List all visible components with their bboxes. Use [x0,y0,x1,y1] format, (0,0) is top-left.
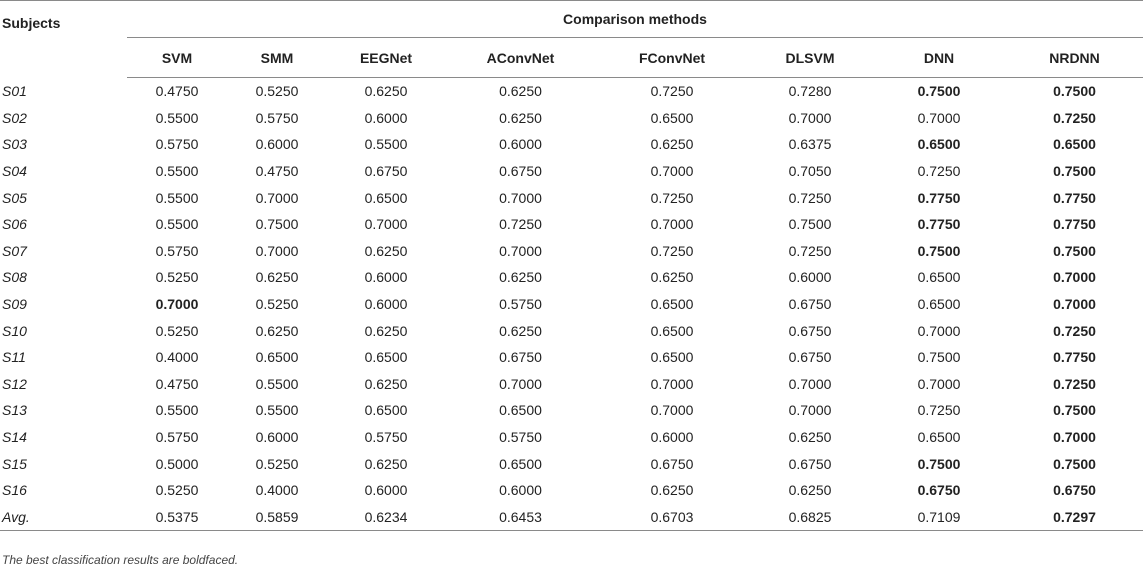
table-cell: 0.5250 [155,269,199,286]
table-cell: 0.7500 [1053,83,1096,100]
table-cell: 0.7500 [788,216,832,233]
table-cell: 0.7250 [650,189,694,206]
table-cell: 0.6750 [788,296,832,313]
method-header-aconvnet: AConvNet [445,38,596,78]
row-subject-label: S15 [2,455,27,472]
table-cell: 0.4750 [155,375,199,392]
table-cell: 0.7109 [872,504,1006,531]
table-cell: 0.5750 [499,429,542,446]
table-cell: 0.7000 [917,375,961,392]
table-cell: 0.7250 [788,189,832,206]
table-cell: 0.6500 [917,296,961,313]
table-cell: 0.7750 [917,189,961,206]
table-cell: 0.6250 [788,482,832,499]
row-subject-label: S07 [2,242,27,259]
table-cell: 0.6375 [788,136,832,153]
table-cell: 0.6000 [788,269,832,286]
method-header-eegnet: EEGNet [327,38,445,78]
table-cell: 0.6500 [364,402,408,419]
table-cell: 0.7500 [1053,455,1096,472]
row-subject-label: S11 [2,349,26,366]
table-cell: 0.6250 [255,322,299,339]
row-subject-label: S13 [2,402,27,419]
table-cell: 0.5750 [155,136,199,153]
table-cell: 0.6500 [650,322,694,339]
table-row [0,131,1143,158]
table-cell: 0.6250 [499,83,542,100]
row-subject-label: S12 [2,375,27,392]
row-subject-label: S04 [2,163,27,180]
table-cell: 0.6000 [255,136,299,153]
table-cell: 0.7250 [1053,322,1096,339]
method-header-smm: SMM [227,38,327,78]
table-cell: 0.7000 [1053,296,1096,313]
table-row [0,158,1143,185]
table-cell: 0.6500 [650,296,694,313]
table-cell: 0.7000 [650,402,694,419]
table-cell: 0.6000 [364,109,408,126]
method-header-nrdnn: NRDNN [1006,38,1143,78]
table-cell: 0.7500 [917,455,961,472]
table-cell: 0.7500 [1053,402,1096,419]
table-cell: 0.6000 [364,482,408,499]
table-cell: 0.7000 [255,242,299,259]
table-cell: 0.7250 [1053,375,1096,392]
table-cell: 0.7000 [917,322,961,339]
row-subject-label: S16 [2,482,27,499]
table-cell: 0.7250 [650,242,694,259]
table-cell: 0.7297 [1006,504,1143,531]
table-cell: 0.7000 [255,189,299,206]
table-cell: 0.6234 [327,504,445,531]
table-cell: 0.7000 [499,189,542,206]
table-cell: 0.5000 [155,455,199,472]
table-cell: 0.6750 [650,455,694,472]
table-cell: 0.6250 [364,322,408,339]
table-cell: 0.5500 [155,109,199,126]
table-cell: 0.5375 [127,504,227,531]
table-cell: 0.6500 [650,109,694,126]
table-cell: 0.6500 [499,455,542,472]
table-cell: 0.7000 [1053,429,1096,446]
table-cell: 0.4750 [155,83,199,100]
table-row [0,291,1143,318]
header-row-group [0,1,1143,38]
table-cell: 0.6750 [917,482,961,499]
table-cell: 0.6500 [917,429,961,446]
table-cell: 0.6500 [650,349,694,366]
table-cell: 0.6825 [748,504,872,531]
row-subject-label: Avg. [0,504,127,531]
table-cell: 0.6500 [499,402,542,419]
header-row-methods [0,38,1143,78]
table-row [0,397,1143,424]
table-cell: 0.6250 [364,455,408,472]
table-cell: 0.6250 [364,83,408,100]
table-cell: 0.5500 [155,216,199,233]
table-cell: 0.7750 [917,216,961,233]
subjects-header: Subjects [2,15,61,31]
table-row [0,504,1143,531]
table-cell: 0.6250 [499,322,542,339]
table-cell: 0.5250 [255,455,299,472]
table-row [0,238,1143,265]
table-cell: 0.6750 [1053,482,1096,499]
table-cell: 0.6453 [445,504,596,531]
table-cell: 0.7500 [255,216,299,233]
table-cell: 0.7000 [788,402,832,419]
table-cell: 0.5500 [255,375,299,392]
method-header-dlsvm: DLSVM [748,38,872,78]
table-cell: 0.7000 [499,242,542,259]
table-cell: 0.6703 [596,504,748,531]
table-footnote: The best classification results are boldfaced. [2,553,239,567]
table-cell: 0.5500 [155,163,199,180]
table-cell: 0.7250 [1053,109,1096,126]
table-cell: 0.6250 [364,242,408,259]
table-cell: 0.6250 [650,269,694,286]
table-cell: 0.7000 [499,375,542,392]
table-cell: 0.6000 [499,482,542,499]
table-cell: 0.7250 [917,163,961,180]
table-cell: 0.7050 [788,163,832,180]
table-row [0,105,1143,132]
method-header-dnn: DNN [872,38,1006,78]
table-cell: 0.6750 [788,349,832,366]
method-header-svm: SVM [127,38,227,78]
table-cell: 0.6250 [499,109,542,126]
table-row [0,424,1143,451]
table-cell: 0.7000 [788,375,832,392]
row-subject-label: S08 [2,269,27,286]
table-cell: 0.7000 [650,216,694,233]
table-cell: 0.5250 [155,322,199,339]
row-subject-label: S02 [2,109,27,126]
table-cell: 0.5250 [155,482,199,499]
row-subject-label: S14 [2,429,27,446]
comparison-methods-header: Comparison methods [127,1,1143,38]
table-cell: 0.6500 [364,349,408,366]
table-row [0,344,1143,371]
table-cell: 0.6750 [364,163,408,180]
table-cell: 0.5750 [499,296,542,313]
table-row [0,78,1143,105]
table-cell: 0.7000 [650,163,694,180]
table-cell: 0.5750 [155,429,199,446]
table-cell: 0.6500 [255,349,299,366]
table-cell: 0.5750 [155,242,199,259]
table-cell: 0.6000 [364,296,408,313]
table-cell: 0.7000 [1053,269,1096,286]
table-cell: 0.5750 [364,429,408,446]
table-cell: 0.6750 [788,322,832,339]
table-cell: 0.7280 [788,83,832,100]
table-cell: 0.5250 [255,83,299,100]
table-cell: 0.7250 [917,402,961,419]
table-cell: 0.7500 [917,83,961,100]
table-cell: 0.6000 [650,429,694,446]
table-cell: 0.7250 [650,83,694,100]
table-cell: 0.6750 [499,349,542,366]
table-cell: 0.5500 [364,136,408,153]
table-cell: 0.6000 [255,429,299,446]
table-cell: 0.5750 [255,109,299,126]
table-cell: 0.7500 [1053,242,1096,259]
table-row [0,371,1143,398]
table-row [0,317,1143,344]
table-cell: 0.4000 [155,349,199,366]
table-cell: 0.6250 [499,269,542,286]
table-row [0,184,1143,211]
row-subject-label: S09 [2,296,27,313]
table-cell: 0.5859 [227,504,327,531]
table-cell: 0.7750 [1053,349,1096,366]
row-subject-label: S10 [2,322,27,339]
table-cell: 0.6500 [364,189,408,206]
table-row [0,477,1143,504]
row-subject-label: S06 [2,216,27,233]
table-cell: 0.4000 [255,482,299,499]
row-subject-label: S01 [2,83,27,100]
table-cell: 0.4750 [255,163,299,180]
table-cell: 0.7000 [650,375,694,392]
table-row [0,264,1143,291]
table-cell: 0.5250 [255,296,299,313]
table-cell: 0.7250 [499,216,542,233]
table-cell: 0.6000 [364,269,408,286]
table-cell: 0.6250 [364,375,408,392]
table-cell: 0.7000 [364,216,408,233]
table-body [0,78,1143,531]
table-cell: 0.6000 [499,136,542,153]
table-cell: 0.6250 [255,269,299,286]
table-cell: 0.5500 [255,402,299,419]
table-cell: 0.6250 [650,136,694,153]
row-subject-label: S03 [2,136,27,153]
table-cell: 0.6250 [788,429,832,446]
method-header-fconvnet: FConvNet [596,38,748,78]
table-row [0,450,1143,477]
table-cell: 0.6500 [917,269,961,286]
table-cell: 0.7500 [917,242,961,259]
table-cell: 0.6750 [788,455,832,472]
table-cell: 0.7750 [1053,189,1096,206]
table-cell: 0.7750 [1053,216,1096,233]
table-cell: 0.7250 [788,242,832,259]
row-subject-label: S05 [2,189,27,206]
table-cell: 0.7500 [917,349,961,366]
table-row [0,211,1143,238]
table-cell: 0.5500 [155,402,199,419]
table-cell: 0.6500 [917,136,961,153]
table-cell: 0.7500 [1053,163,1096,180]
table-cell: 0.7000 [155,296,199,313]
table-cell: 0.7000 [788,109,832,126]
table-cell: 0.6750 [499,163,542,180]
table-cell: 0.6250 [650,482,694,499]
table-cell: 0.5500 [155,189,199,206]
table-cell: 0.6500 [1053,136,1096,153]
table-cell: 0.7000 [917,109,961,126]
